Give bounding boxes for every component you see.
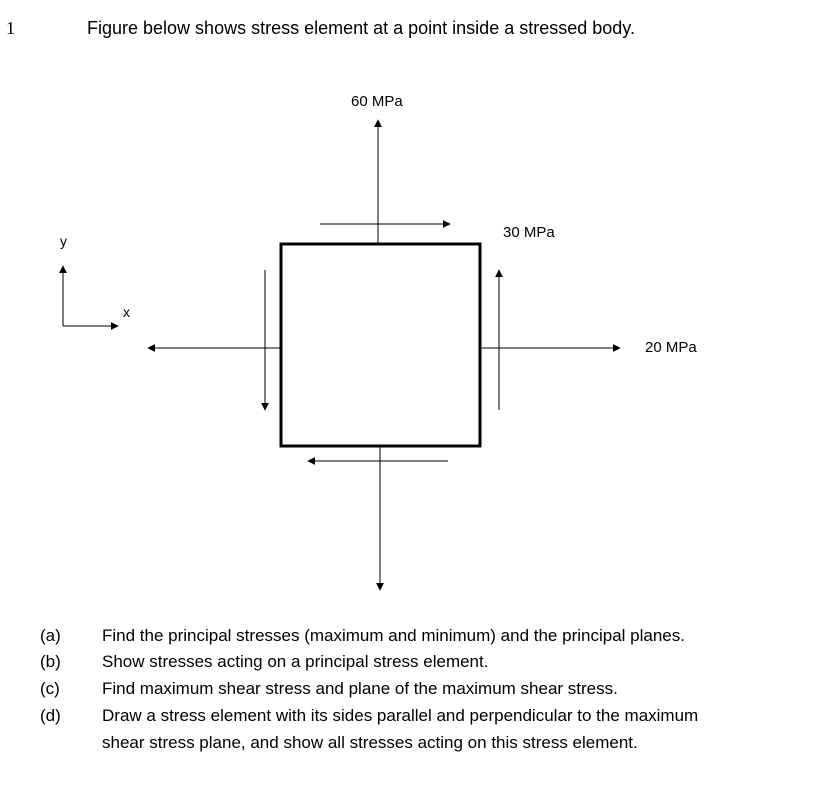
part-a-text: Find the principal stresses (maximum and minimum) and the principal planes. (102, 626, 685, 645)
axis-y-label: y (60, 233, 67, 249)
sigma-y-label: 60 MPa (351, 93, 403, 110)
part-d-text-continuation: shear stress plane, and show all stresses acting on this stress element. (102, 733, 638, 752)
axis-x-label: x (123, 304, 130, 320)
part-c-label: (c) (40, 679, 60, 698)
question-number: 1 (6, 18, 15, 38)
part-b-label: (b) (40, 652, 61, 671)
part-d-label: (d) (40, 706, 61, 725)
part-b-text: Show stresses acting on a principal stress element. (102, 652, 489, 671)
part-a-label: (a) (40, 626, 61, 645)
question-intro: Figure below shows stress element at a point inside a stressed body. (87, 18, 635, 38)
tau-label: 30 MPa (503, 224, 555, 241)
sigma-x-label: 20 MPa (645, 339, 697, 356)
stress-element-square (281, 244, 480, 446)
part-d-text: Draw a stress element with its sides parallel and perpendicular to the maximum (102, 706, 699, 725)
part-c-text: Find maximum shear stress and plane of the maximum shear stress. (102, 679, 618, 698)
